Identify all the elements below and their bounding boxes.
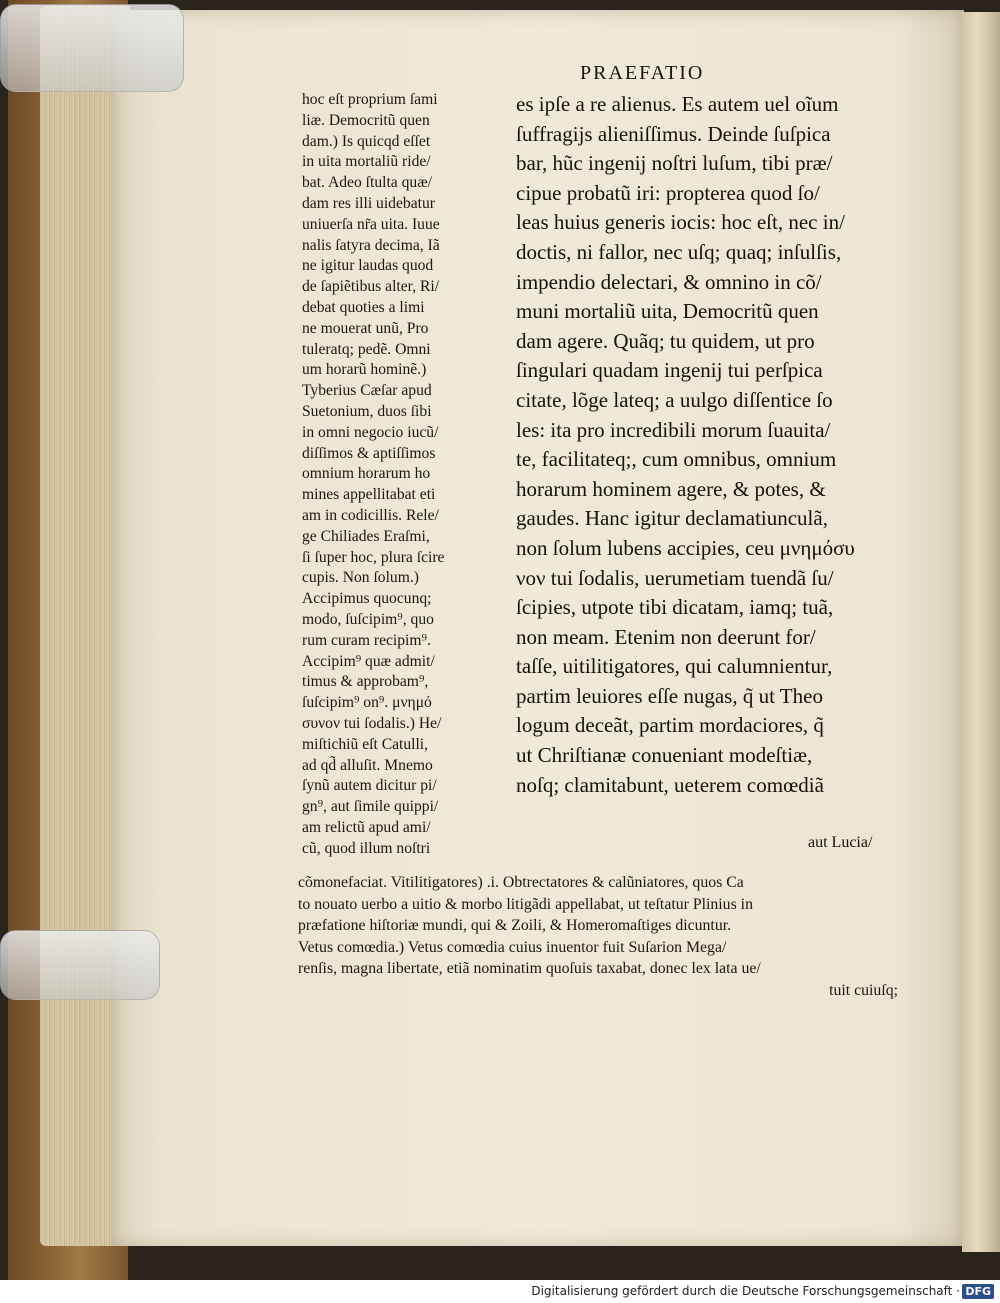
main-line: horarum hominem agere, & potes, & (516, 476, 826, 501)
gloss-line: gn⁹, aut ſimile quippi/ (302, 798, 439, 816)
note-line: renſis, magna libertate, etiã nominatim quoſuis taxabat, donec lex lata ue/ (298, 960, 761, 977)
gloss-line: Suetonium, duos ſibi (302, 402, 432, 420)
gloss-line: mines appellitabat eti (302, 486, 436, 504)
marginal-gloss (302, 90, 498, 859)
gloss-line: am relictũ apud ami/ (302, 818, 431, 836)
gloss-line: hoc eſt proprium ſami (302, 91, 438, 108)
footer-bar (0, 1280, 1000, 1303)
gloss-line: bat. Adeo ſtulta quæ/ (302, 174, 432, 192)
gloss-line: tuleratq; pedẽ. Omni (302, 340, 431, 358)
dfg-logo: DFG (962, 1284, 994, 1299)
catchword: aut Lucia/ (808, 834, 873, 851)
main-line: partim leuiores eſſe nugas, q̃ ut Theo (516, 683, 823, 708)
gloss-line: in uita mortaliũ ride/ (302, 153, 431, 171)
gloss-line: omnium horarum ho (302, 465, 431, 483)
gloss-line: cũ, quod illum noſtri (302, 839, 431, 857)
gloss-line: uniuerſa nr̃a uita. Iuue (302, 215, 440, 233)
gloss-line: ſi ſuper hoc, plura ſcire (302, 548, 445, 566)
main-line: muni mortaliũ uita, Democritũ quen (516, 299, 819, 324)
gloss-line: liæ. Democritũ quen (302, 111, 430, 129)
gloss-line: ſuſcipim⁹ on⁹. μνημό (302, 694, 432, 712)
main-line: impendio delectari, & omnino in cõ/ (516, 269, 822, 294)
gloss-line: um horarũ hominẽ.) (302, 361, 427, 379)
gloss-line: diſſimos & aptiſſimos (302, 444, 436, 462)
gloss-line: Accipimus quocunq; (302, 590, 432, 608)
gloss-line: ge Chiliades Eraſmi, (302, 527, 430, 545)
running-head: PRAEFATIO (580, 62, 705, 84)
gloss-line: nalis ſatyra decima, Iã (302, 236, 440, 254)
main-line: bar, hũc ingenij noſtri luſum, tibi præ/ (516, 151, 833, 176)
gloss-line: ne mouerat unũ, Pro (302, 319, 429, 337)
main-line: es ipſe a re alienus. Es autem uel oĩum (516, 92, 839, 116)
main-text (516, 90, 916, 800)
main-line: taſſe, uitilitigatores, qui calumnientur, (516, 654, 833, 679)
gloss-line: ſynũ autem dicitur pi/ (302, 777, 437, 795)
gloss-line: de ſapiẽtibus alter, Ri/ (302, 278, 440, 296)
footnotes (298, 872, 898, 1001)
main-line: doctis, ni fallor, nec uſq; quaq; inſulſis, (516, 239, 842, 264)
footer-credit: Digitalisierung gefördert durch die Deutsche Forschungsgemeinschaft · (531, 1284, 960, 1298)
gloss-line: dam res illi uidebatur (302, 194, 435, 212)
main-line: logum deceãt, partim mordaciores, q̃ (516, 713, 824, 738)
note-line: Vetus comœdia.) Vetus comœdia cuius inuentor fuit Suſarion Mega/ (298, 938, 727, 956)
gloss-line: miſtichiũ eſt Catulli, (302, 735, 429, 753)
gloss-line: ad qd̃ alluſit. Mnemo (302, 756, 433, 774)
gloss-line: in omni negocio iucũ/ (302, 423, 439, 441)
main-line: cipue probatũ iri: propterea quod ſo/ (516, 180, 820, 205)
gloss-line: rum curam recipim⁹. (302, 631, 431, 649)
main-line: νον tui ſodalis, uerumetiam tuendã ſu/ (516, 565, 834, 590)
gloss-line: dam.) Is quicqd eſſet (302, 132, 431, 150)
note-line: præfatione hiſtoriæ mundi, qui & Zoili, & Homeromaſtiges dicuntur. (298, 917, 732, 934)
main-line: gaudes. Hanc igitur declamatiunculã, (516, 506, 828, 531)
main-line: non meam. Etenim non deerunt for/ (516, 624, 816, 649)
main-line: ut Chriſtianæ conueniant modeſtiæ, (516, 743, 813, 768)
main-line: te, facilitateq;, cum omnibus, omnium (516, 447, 837, 472)
main-line: non ſolum lubens accipies, ceu μνημόσυ (516, 535, 855, 560)
note-line: cõmonefaciat. Vitilitigatores) .i. Obtrectatores & calũniatores, quos Ca (298, 874, 744, 891)
gloss-line: timus & approbam⁹, (302, 673, 429, 691)
gloss-line: συνον tui ſodalis.) He/ (302, 714, 442, 732)
main-line: ſuffragijs alieniſſimus. Deinde ſuſpica (516, 121, 831, 146)
main-line: noſq; clamitabunt, ueterem comœdiã (516, 772, 824, 797)
gloss-line: cupis. Non ſolum.) (302, 569, 419, 587)
main-line: citate, lõge lateq; a uulgo diſſentice ſo (516, 387, 833, 412)
gloss-line: modo, ſuſcipim⁹, quo (302, 610, 434, 628)
book-clip-bottom (0, 930, 160, 1000)
main-line: les: ita pro incredibili morum ſuauita/ (516, 417, 831, 442)
gloss-line: Accipim⁹ quæ admit/ (302, 652, 435, 670)
gloss-line: debat quoties a limi (302, 298, 425, 316)
main-line: ſcipies, utpote tibi dicatam, iamq; tuã, (516, 595, 834, 620)
note-catchword: tuit cuiuſq; (829, 981, 898, 999)
main-line: dam agere. Quãq; tu quidem, ut pro (516, 328, 815, 353)
main-line: ſingulari quadam ingenij tui perſpica (516, 358, 823, 383)
gloss-line: am in codicillis. Rele/ (302, 506, 439, 524)
gloss-line: Tyberius Cæſar apud (302, 382, 432, 400)
book-clip-top (0, 4, 184, 92)
gloss-line: ne igitur laudas quod (302, 257, 434, 275)
right-page-edge (962, 12, 1000, 1252)
note-line: to nouato uerbo a uitio & morbo litigãdi appellabat, ut teſtatur Plinius in (298, 895, 753, 913)
main-line: leas huius generis iocis: hoc eſt, nec in/ (516, 210, 845, 235)
